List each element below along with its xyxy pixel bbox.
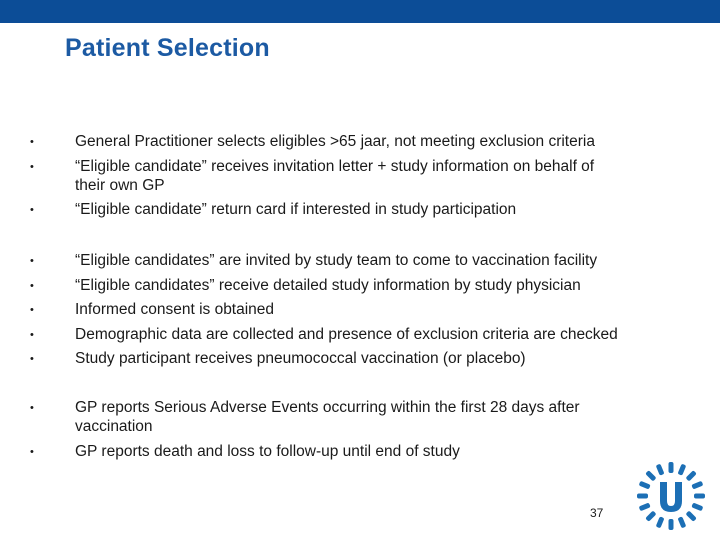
bullet-marker: • [30, 402, 34, 414]
bullet-item [25, 325, 685, 344]
bullet-text: “Eligible candidate” receives invitation letter + study information on behalf of their own GP [75, 157, 595, 194]
bullet-text: GP reports death and loss to follow-up until end of study [75, 442, 460, 460]
bullet-text: “Eligible candidates” are invited by study team to come to vaccination facility [75, 252, 598, 269]
bullet-item [25, 157, 685, 195]
university-logo-icon [635, 460, 707, 532]
logo-ray [669, 519, 674, 530]
bullet-item [25, 398, 685, 436]
slide-title: Patient Selection [65, 34, 270, 62]
bullet-group-follow-up [25, 398, 685, 466]
bullet-text: GP reports Serious Adverse Events occurring within the first 28 days after vaccination [75, 399, 580, 435]
bullet-marker: • [30, 445, 34, 458]
logo-ray [645, 470, 656, 481]
top-bar [0, 0, 720, 23]
bullet-text: General Practitioner selects eligibles >65 jaar, not meeting exclusion criteria [75, 133, 595, 150]
bullet-text: Informed consent is obtained [75, 301, 275, 318]
logo-ray [677, 464, 686, 476]
logo-ray [637, 494, 648, 499]
bullet-group-selection [25, 132, 685, 225]
bullet-marker: • [30, 160, 34, 173]
logo-ray [691, 481, 703, 490]
logo-ray [677, 516, 686, 528]
logo-ray [685, 510, 696, 521]
logo-ray [656, 464, 665, 476]
bullet-marker: • [30, 304, 34, 316]
logo-ray [656, 516, 665, 528]
bullet-item [25, 251, 685, 270]
bullet-text: “Eligible candidates” receive detailed study information by study physician [75, 276, 581, 294]
logo-ray [685, 470, 696, 481]
bullet-item [25, 200, 685, 219]
bullet-marker: • [30, 353, 34, 365]
bullet-text: Study participant receives pneumococcal vaccination (or placebo) [75, 350, 526, 367]
bullet-marker: • [30, 328, 34, 341]
bullet-item [25, 300, 685, 319]
bullet-item [25, 276, 685, 295]
logo-ray [639, 502, 651, 511]
bullet-text: Demographic data are collected and presence of exclusion criteria are checked [75, 325, 618, 343]
page-number: 37 [590, 506, 604, 520]
bullet-marker: • [30, 279, 34, 292]
bullet-marker: • [30, 136, 34, 148]
logo-ray [645, 510, 656, 521]
logo-ray [639, 481, 651, 490]
bullet-group-study-visit [25, 251, 685, 374]
logo-ray [691, 502, 703, 511]
logo-ray [694, 494, 705, 499]
bullet-item [25, 349, 685, 368]
bullet-text: “Eligible candidate” return card if interested in study participation [75, 201, 517, 218]
logo-ray [669, 462, 674, 473]
bullet-item [25, 132, 685, 151]
bullet-item [25, 442, 685, 461]
bullet-marker: • [30, 204, 34, 216]
bullet-marker: • [30, 255, 34, 267]
